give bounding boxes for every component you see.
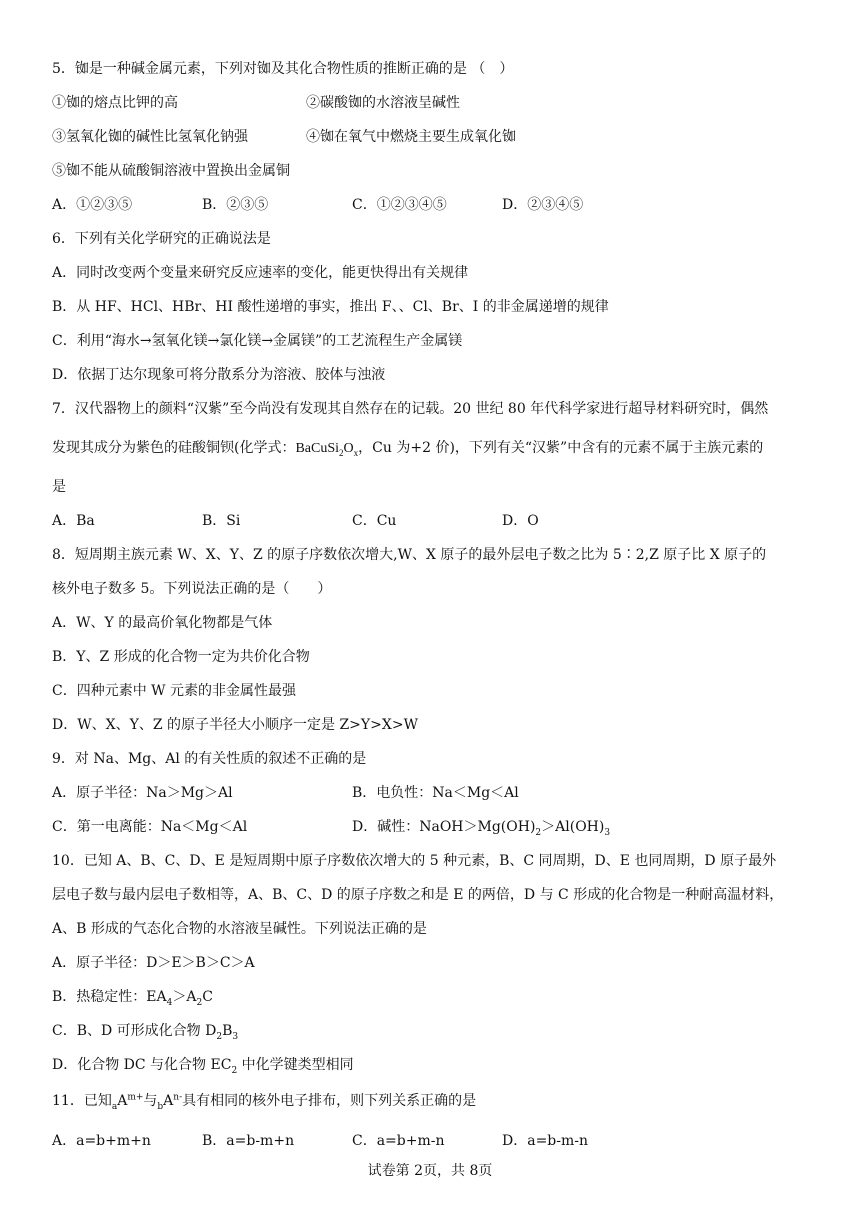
q10-option-b-end: C	[202, 989, 213, 1005]
q11-option-d: D．a=b-m-n	[502, 1133, 589, 1149]
q9-option-d-sub2: 3	[604, 827, 611, 838]
q7-formula-o: O	[343, 441, 354, 456]
q9-option-c: C．第一电离能：Na＜Mg＜Al	[52, 819, 248, 835]
q11-pre: 11．已知	[52, 1093, 112, 1109]
q9-option-b: B．电负性：Na＜Mg＜Al	[352, 785, 519, 801]
q9-option-a: A．原子半径：Na＞Mg＞Al	[52, 785, 233, 801]
q7-formula-sub1: 2	[339, 447, 344, 458]
q9-option-d-mid: ＞Al(OH)	[541, 819, 605, 835]
q8-option-d: D．W、X、Y、Z 的原子半径大小顺序一定是 Z>Y>X>W	[52, 717, 418, 733]
q10-option-c	[52, 1021, 238, 1041]
q11-mid: 与	[143, 1093, 158, 1109]
q5-stem: 5．铷是一种碱金属元素，下列对铷及其化合物性质的推断正确的是 （ ）	[52, 61, 514, 77]
q6-option-c: C．利用“海水→氢氧化镁→氯化镁→金属镁”的工艺流程生产金属镁	[52, 333, 463, 349]
q8-option-c: C．四种元素中 W 元素的非金属性最强	[52, 683, 297, 699]
q10-option-d-pre: D．化合物 DC 与化合物 EC	[52, 1057, 232, 1073]
q6-option-a: A．同时改变两个变量来研究反应速率的变化，能更快得出有关规律	[52, 265, 469, 281]
q11-stem	[52, 1091, 476, 1111]
q5-option-c: C．①②③④⑤	[352, 197, 447, 213]
q11-ion-2: A	[163, 1093, 174, 1109]
q7-option-c: C．Cu	[352, 513, 397, 529]
q8-option-b: B．Y、Z 形成的化合物一定为共价化合物	[52, 649, 310, 665]
q5-statement-4: ④铷在氧气中燃烧主要生成氧化铷	[306, 129, 516, 145]
q8-line-1: 8．短周期主族元素 W、X、Y、Z 的原子序数依次增大,W、X 原子的最外层电子数之比为 5∶2,Z 原子比 X 原子的	[52, 547, 767, 563]
q10-option-d	[52, 1055, 354, 1075]
q10-option-b-sub1: 4	[166, 997, 173, 1008]
q5-option-a: A．①②③⑤	[52, 197, 133, 213]
q7-line-1: 7．汉代器物上的颜料“汉紫”至今尚没有发现其自然存在的记载。20 世纪 80 年代科学家进行超导材料研究时，偶然	[52, 401, 769, 417]
q8-line-2: 核外电子数多 5。下列说法正确的是（ ）	[52, 581, 332, 597]
q10-option-b-pre: B．热稳定性：EA	[52, 989, 167, 1005]
q7-line-2a: 发现其成分为紫色的硅酸铜钡(化学式：	[52, 440, 296, 456]
page-footer: 试卷第 2页，共 8页	[367, 1163, 493, 1179]
q7-option-d: D．O	[502, 513, 539, 529]
q11-ion-1: A	[117, 1093, 128, 1109]
q11-sub-a: a	[111, 1101, 118, 1112]
q7-formula-sub2: x	[353, 447, 359, 458]
q10-line-1: 10．已知 A、B、C、D、E 是短周期中原子序数依次增大的 5 种元素，B、C 同周期，D、E 也同周期，D 原子最外	[52, 853, 777, 869]
q9-option-d-pre: D．碱性：NaOH＞Mg(OH)	[352, 819, 536, 835]
q6-stem: 6．下列有关化学研究的正确说法是	[52, 231, 271, 247]
q7-line-2b: ，Cu 为+2 价)，下列有关“汉紫”中含有的元素不属于主族元素的	[358, 440, 764, 456]
q7-line-3: 是	[52, 479, 66, 495]
q11-post: 具有相同的核外电子排布，则下列关系正确的是	[182, 1093, 477, 1109]
q11-option-b: B．a=b-m+n	[202, 1133, 295, 1149]
q10-line-2: 层电子数与最内层电子数相等，A、B、C、D 的原子序数之和是 E 的两倍，D 与 C 形成的化合物是一种耐高温材料，	[52, 887, 784, 903]
q5-option-b: B．②③⑤	[202, 197, 269, 213]
q7-option-a: A．Ba	[52, 513, 95, 529]
q7-formula	[295, 441, 358, 456]
q9-option-d-sub1: 2	[535, 827, 542, 838]
q6-option-d: D．依据丁达尔现象可将分散系分为溶液、胶体与浊液	[52, 367, 386, 383]
q5-statement-5: ⑤铷不能从硫酸铜溶液中置换出金属铜	[52, 163, 290, 179]
q11-sup-n: n-	[173, 1092, 183, 1103]
q9-option-d	[352, 817, 610, 837]
q10-option-c-sub2: 3	[232, 1031, 239, 1042]
q8-option-a: A．W、Y 的最高价氧化物都是气体	[52, 615, 273, 631]
q7-line-2	[52, 438, 763, 459]
q7-formula-main: BaCuSi	[295, 441, 340, 456]
q6-option-b: B．从 HF、HCl、HBr、HI 酸性递增的事实，推出 F、、Cl、Br、I 的非金属递增的规律	[52, 299, 609, 315]
q10-option-a: A．原子半径：D＞E＞B＞C＞A	[52, 955, 255, 971]
q5-statement-1: ①铷的熔点比钾的高	[52, 95, 178, 111]
q10-option-b-mid: ＞A	[172, 989, 197, 1005]
q10-option-c-sub1: 2	[216, 1031, 223, 1042]
q5-option-d: D．②③④⑤	[502, 197, 584, 213]
q10-option-b	[52, 987, 213, 1007]
q10-line-3: A、B 形成的气态化合物的水溶液呈碱性。下列说法正确的是	[52, 921, 427, 937]
q10-option-b-sub2: 2	[196, 997, 203, 1008]
q11-option-c: C．a=b+m-n	[352, 1133, 445, 1149]
q9-stem: 9．对 Na、Mg、Al 的有关性质的叙述不正确的是	[52, 751, 367, 767]
q5-statement-3: ③氢氧化铷的碱性比氢氧化钠强	[52, 129, 248, 145]
q5-statement-2: ②碳酸铷的水溶液呈碱性	[306, 95, 460, 111]
q11-sup-m: m+	[127, 1092, 144, 1103]
q10-option-c-pre: C．B、D 可形成化合物 D	[52, 1023, 217, 1039]
q11-option-a: A．a=b+m+n	[52, 1133, 151, 1149]
q11-sub-b: b	[157, 1101, 164, 1112]
q7-option-b: B．Si	[202, 513, 241, 529]
q10-option-c-mid: B	[222, 1023, 233, 1039]
q10-option-d-sub: 2	[231, 1065, 238, 1076]
q10-option-d-end: 中化学键类型相同	[237, 1057, 354, 1073]
